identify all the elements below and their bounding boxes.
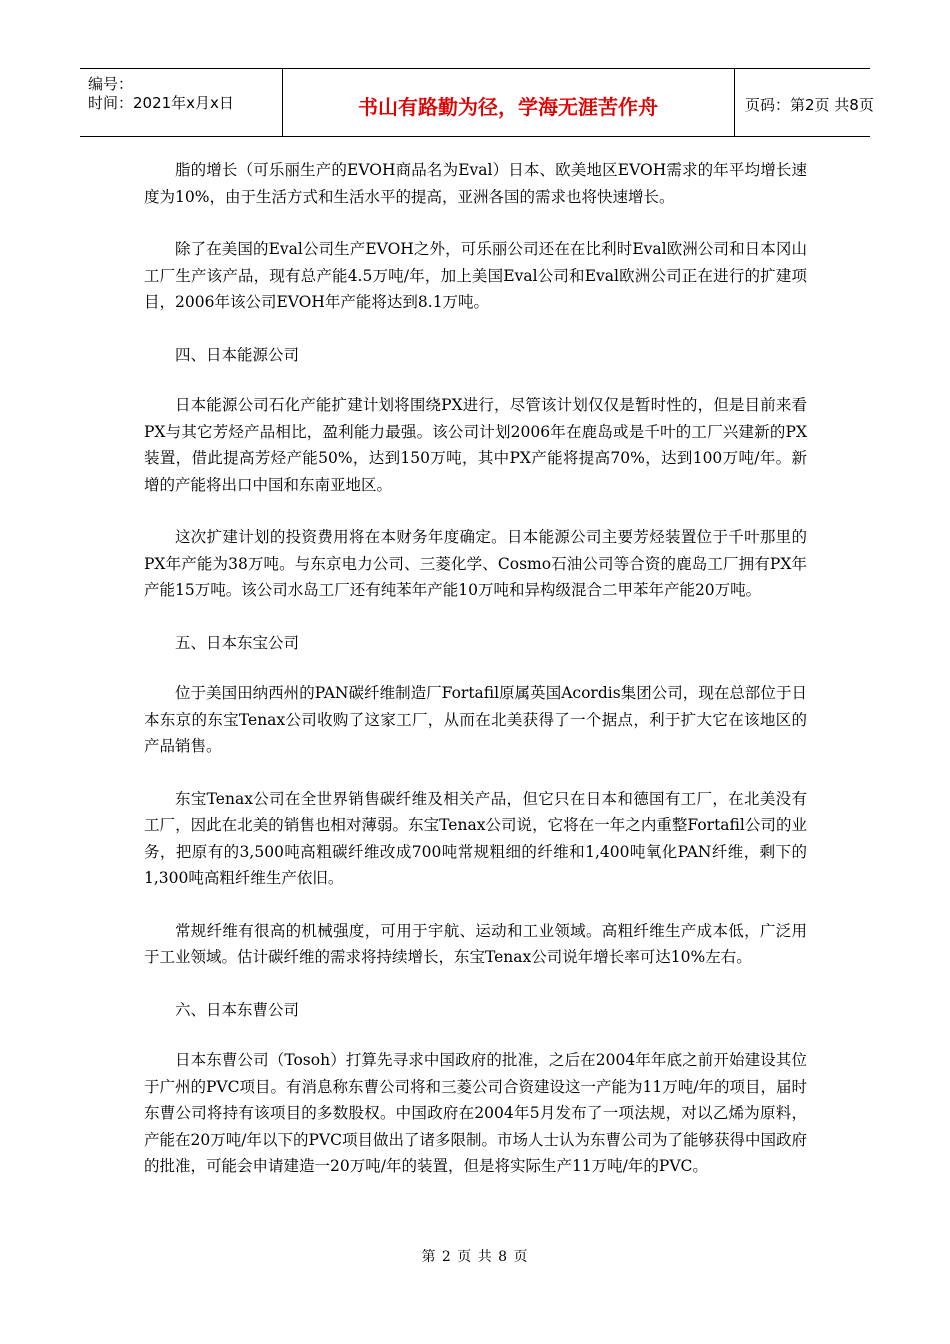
- document-header: [80, 68, 874, 137]
- paragraph-tosoh-pvc: 日本东曹公司（Tosoh）打算先寻求中国政府的批准，之后在2004年年底之前开始建设其位于广州的PVC项目。有消息称东曹公司将和三菱公司合资建设这一产能为11万吨/年的项目，届时东曹公司将持有该项目的多数股权。中国政府在2004年5月发布了一项法规，对以乙烯为原料，产能在20万吨/年以下的PVC项目做出了诸多限制。市场人士认为东曹公司为了能够获得中国政府的批准，可能会申请建造一20万吨/年的装置，但是将实际生产11万吨/年的PVC。: [144, 1051, 807, 1175]
- paragraph-fiber-demand: 常规纤维有很高的机械强度，可用于宇航、运动和工业领域。高粗纤维生产成本低，广泛用于工业领域。估计碳纤维的需求将持续增长，东宝Tenax公司说年增长率可达10%左右。: [144, 921, 807, 966]
- section-heading-nippon-energy: 四、日本能源公司: [175, 345, 300, 364]
- paragraph-tenax-sales: 东宝Tenax公司在全世界销售碳纤维及相关产品，但它只在日本和德国有工厂，在北美没有工厂，因此在北美的销售也相对薄弱。东宝Tenax公司说，它将在一年之内重整Fortafil公司的业务，把原有的3,500吨高粗碳纤维改成700吨常规粗细的纤维和1,400吨氧化PAN纤维，剩下的1,300吨高粗纤维生产依旧。: [144, 789, 807, 887]
- paragraph-eval-capacity: 除了在美国的Eval公司生产EVOH之外，可乐丽公司还在在比利时Eval欧洲公司和日本冈山工厂生产该产品，现有总产能4.5万吨/年，加上美国Eval公司和Eval欧洲公司正在进行的扩建项目，2006年该公司EVOH年产能将达到8.1万吨。: [144, 240, 807, 311]
- header-motto: 书山有路勤为径，学海无涯苦作舟: [358, 95, 658, 119]
- paragraph-fortafil-acquisition: 位于美国田纳西州的PAN碳纤维制造厂Fortafil原属英国Acordis集团公司，现在总部位于日本东京的东宝Tenax公司收购了这家工厂，从而在北美获得了一个据点，利于扩大它在该地区的产品销售。: [144, 684, 807, 755]
- header-motto-cell: [282, 69, 735, 136]
- paragraph-evoh-growth: 脂的增长（可乐丽生产的EVOH商品名为Eval）日本、欧美地区EVOH需求的年平均增长速度为10%，由于生活方式和生活水平的提高，亚洲各国的需求也将快速增长。: [144, 161, 807, 206]
- paragraph-investment: 这次扩建计划的投资费用将在本财务年度确定。日本能源公司主要芳烃装置位于千叶那里的PX年产能为38万吨。与东京电力公司、三菱化学、Cosmo石油公司等合资的鹿岛工厂拥有PX年产能15万吨。该公司水岛工厂还有纯苯年产能10万吨和异构级混合二甲苯年产能20万吨。: [144, 528, 807, 599]
- paragraph-px-expansion: 日本能源公司石化产能扩建计划将围绕PX进行，尽管该计划仅仅是暂时性的，但是目前来看PX与其它芳烃产品相比，盈利能力最强。该公司计划2006年在鹿岛或是千叶的工厂兴建新的PX装置，借此提高芳烃产能50%，达到150万吨，其中PX产能将提高70%，达到100万吨/年。新增的产能将出口中国和东南亚地区。: [144, 396, 807, 494]
- section-heading-toho: 五、日本东宝公司: [175, 633, 300, 652]
- document-number-label: 编号：: [88, 75, 134, 93]
- document-body: [144, 157, 807, 1206]
- header-page-cell: [735, 69, 874, 136]
- section-heading-tosoh: 六、日本东曹公司: [175, 1000, 300, 1019]
- page-footer: 第 2 页 共 8 页: [421, 1249, 529, 1265]
- header-meta-cell: [80, 69, 283, 136]
- header-page-info: 页码：第2页 共8页: [745, 96, 874, 114]
- document-date-label: 时间：2021年x月x日: [88, 94, 234, 112]
